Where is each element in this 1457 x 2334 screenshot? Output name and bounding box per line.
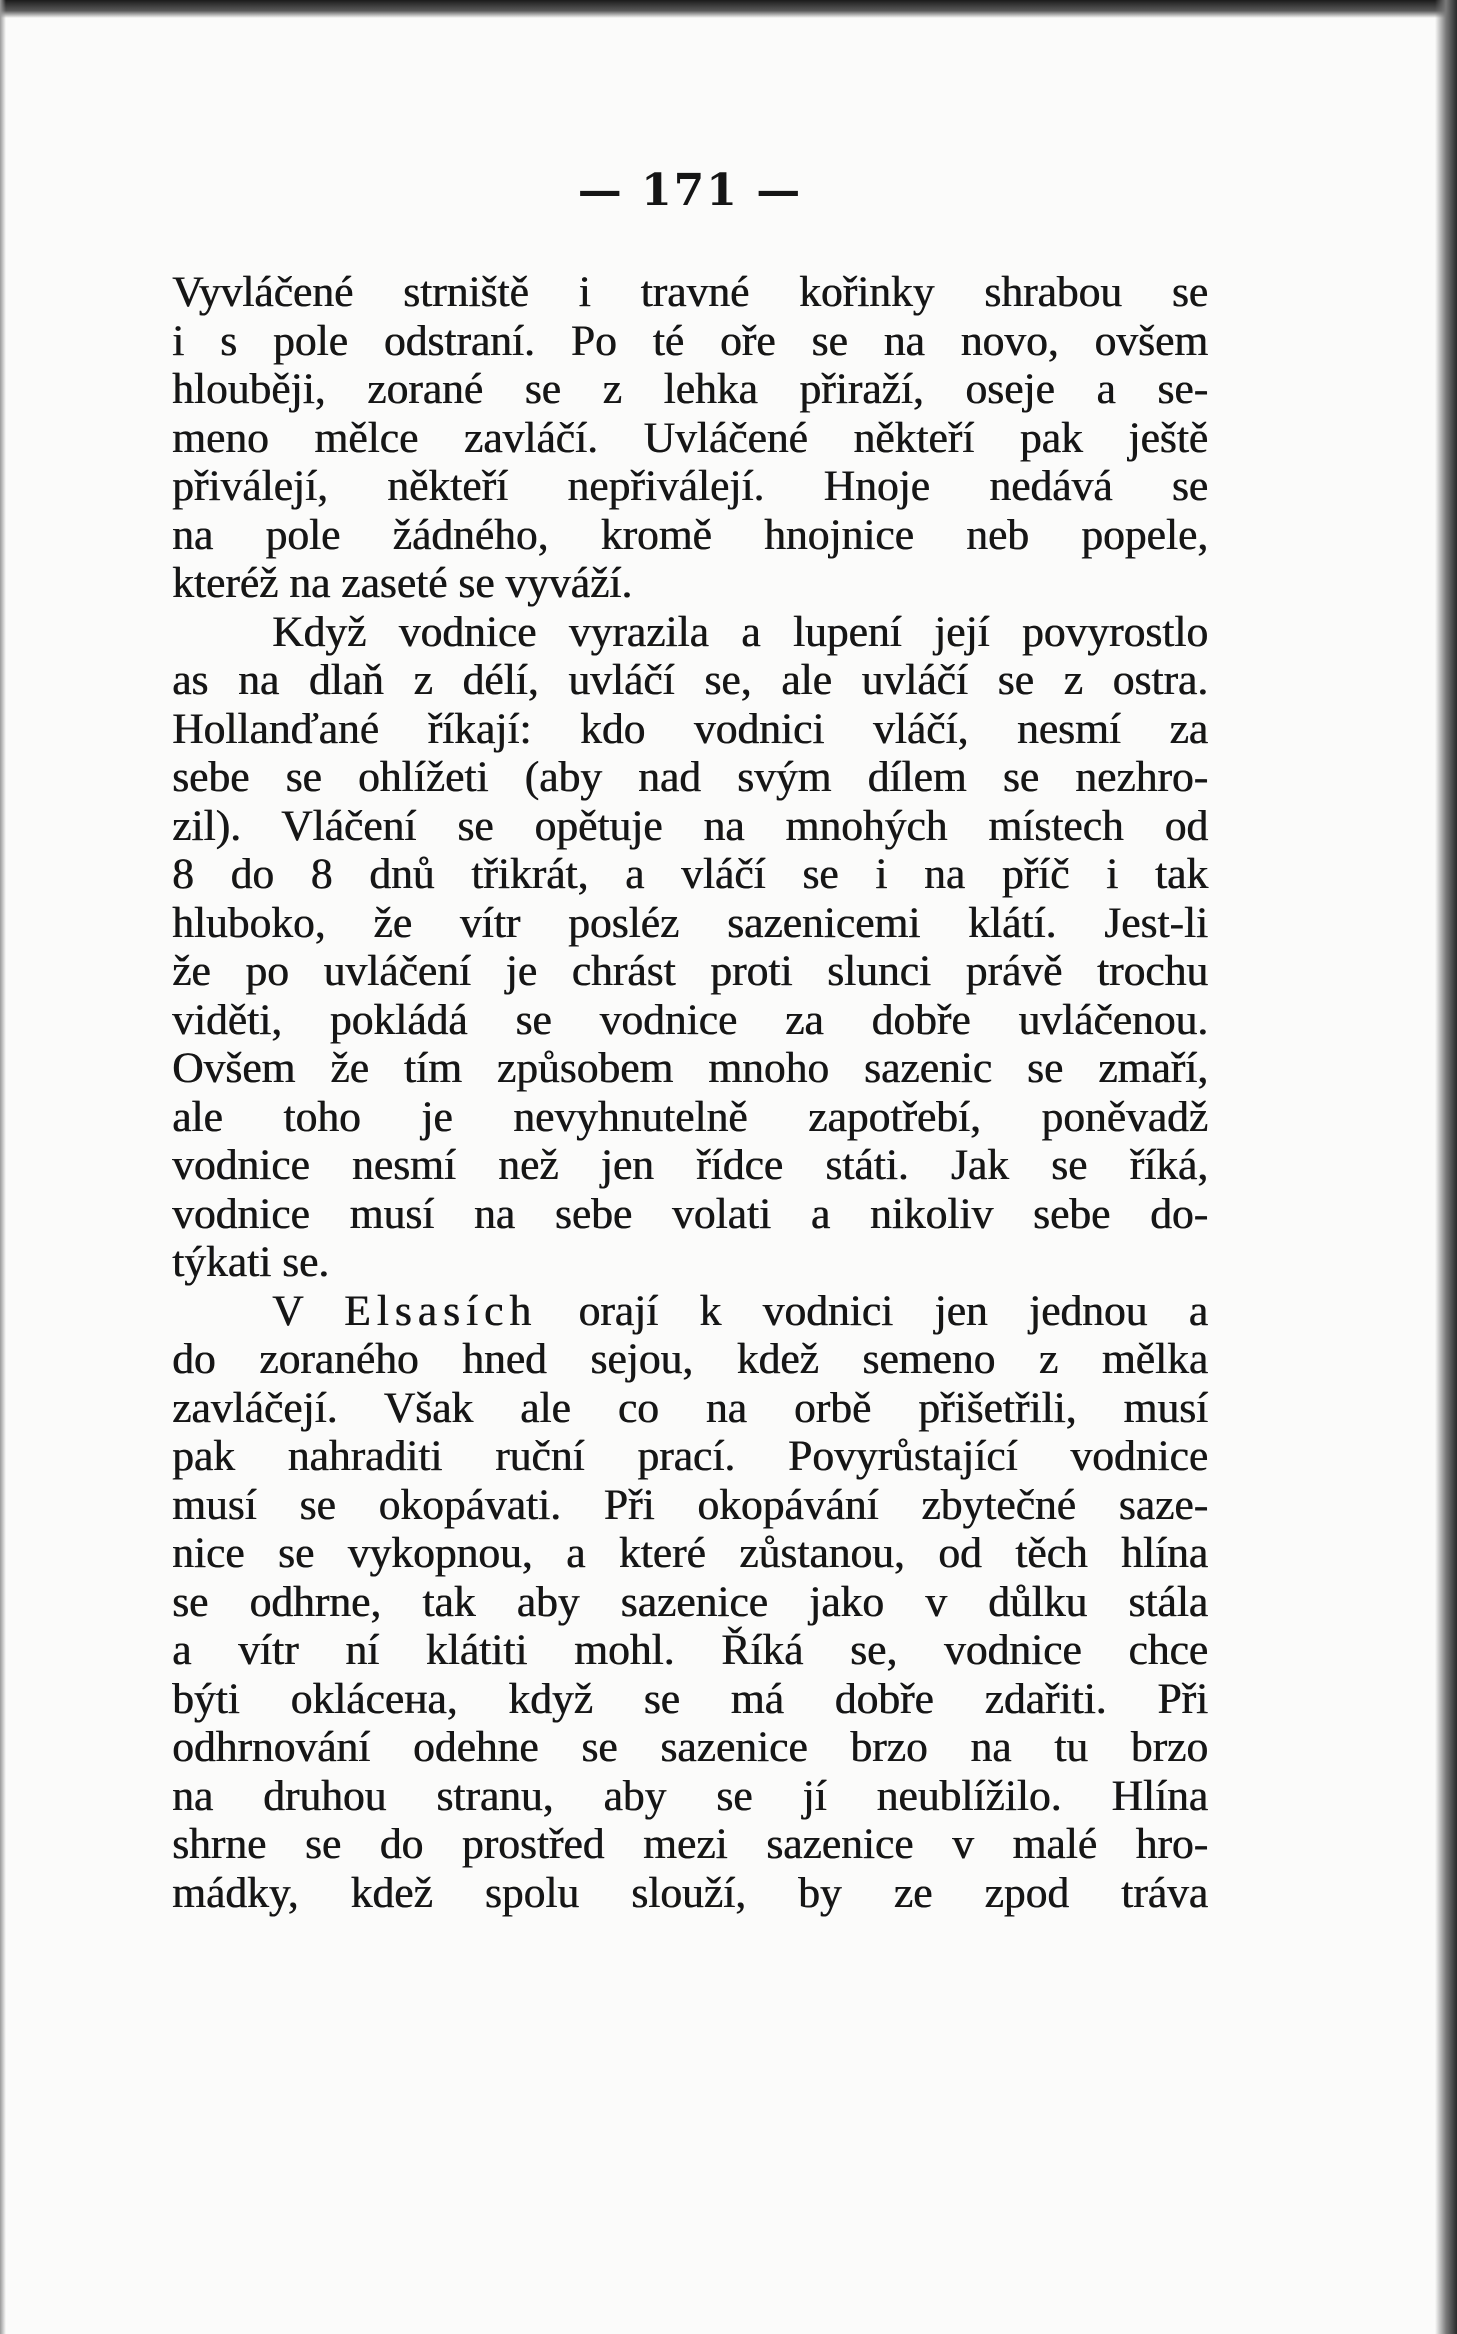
text-line: že po uvláčení je chrást proti slunci právě trochu [172,947,1208,995]
text-line: shrne se do prostřed mezi sazenice v malé hro- [172,1820,1208,1868]
text-line: do zoraného hned sejou, kdež semeno z mělka [172,1335,1208,1383]
text-line: na pole žádného, kromě hnojnice neb popele, [172,510,1208,559]
text-line: zavláčejí. Však ale co na orbě přišetřili, musí [172,1383,1208,1432]
text-line: hluboko, že vítr posléz sazenicemi klátí. Jest-li [172,898,1208,947]
scan-edge-left [0,0,6,2334]
text-line: přiválejí, někteří nepřiválejí. Hnoje nedává se [172,462,1208,510]
text-line: mádky, kdež spolu slouží, by ze zpod tráva [172,1868,1208,1917]
text-line: 8 do 8 dnů třikrát, a vláčí se i na příč i tak [172,850,1208,898]
text-line: vodnice nesmí než jen řídce státi. Jak se říká, [172,1141,1208,1189]
scan-edge-top [0,0,1457,18]
text-line: Hollanďané říkají: kdo vodnici vláčí, nesmí za [172,704,1208,753]
text-line: sebe se ohlížeti (aby nad svým dílem se nezhro- [172,753,1208,801]
text-line: vodnice musí na sebe volati a nikoliv sebe do- [172,1189,1208,1238]
text-line: na druhou stranu, aby se jí neublížilo. Hlína [172,1771,1208,1820]
text-line: ale toho je nevyhnutelně zapotřebí, poněvadž [172,1092,1208,1141]
page-number: — 171 — [577,165,803,216]
text-line: týkati se. [172,1238,330,1286]
text-line: pak nahraditi ruční prací. Povyrůstající vodnice [172,1432,1208,1480]
text-line: V Elsasích orají k vodnici jen jednou a [272,1286,1208,1335]
text-line: a vítr ní klátiti mohl. Říká se, vodnice chce [172,1626,1208,1674]
text-line: as na dlaň z délí, uvláčí se, ale uvláčí se z ostra. [172,656,1208,704]
text-line: hlouběji, zorané se z lehka přiraží, oseje a se- [172,365,1208,413]
text-line: kteréž na zaseté se vyváží. [172,559,633,607]
text-line: Když vodnice vyrazila a lupení její povyrostlo [272,607,1208,656]
text-line: zil). Vláčení se opětuje na mnohých místech od [172,801,1208,850]
text-line: i s pole odstraní. Po té oře se na novo, ovšem [172,316,1208,365]
text-line: se odhrne, tak aby sazenice jako v důlku stála [172,1577,1208,1626]
text-line: meno mělce zavláčí. Uvláčené někteří pak ještě [172,413,1208,462]
text-line: Ovšem že tím způsobem mnoho sazenic se zmaří, [172,1044,1208,1092]
text-line: nice se vykopnou, a které zůstanou, od těch hlína [172,1529,1208,1577]
text-line: býti okláceна, když se má dobře zdařiti. Při [172,1674,1208,1723]
text-line: musí se okopávati. Při okopávání zbytečné saze- [172,1480,1208,1529]
scan-edge-right [1435,0,1457,2334]
spaced-place-name: Elsasích [344,1286,537,1335]
text-line: Vyvláčené strniště i travné kořinky shrabou se [172,268,1208,316]
body-text [172,268,1208,1917]
text-line: odhrnování odehne se sazenice brzo na tu brzo [172,1723,1208,1771]
text-line: viděti, pokládá se vodnice za dobře uvláčenou. [172,995,1208,1044]
